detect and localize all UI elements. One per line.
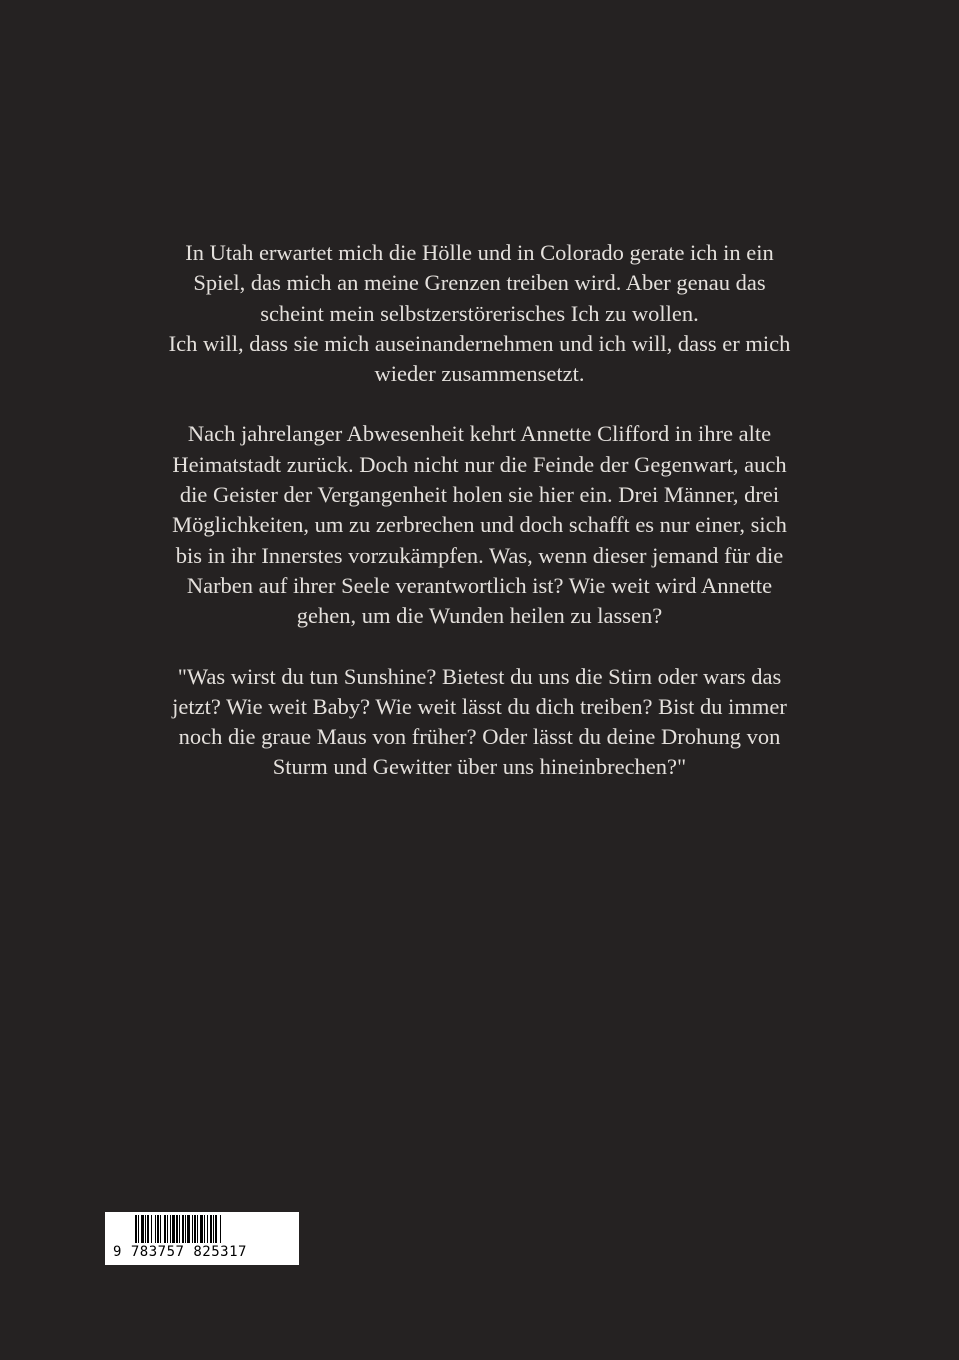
blurb-line: die Geister der Vergangenheit holen sie hier ein. Drei Männer, drei	[179, 482, 780, 508]
barcode-bar	[135, 1215, 137, 1243]
blurb-line: jetzt? Wie weit Baby? Wie weit lässt du dich treiben? Bist du immer	[172, 693, 787, 719]
back-cover-blurb	[90, 238, 869, 813]
barcode-bar	[204, 1215, 205, 1243]
barcode-bars	[135, 1215, 285, 1243]
blurb-paragraph-intro	[90, 238, 869, 389]
blurb-line: Nach jahrelanger Abwesenheit kehrt Annette Clifford in ihre alte	[187, 421, 772, 447]
barcode-bar	[164, 1215, 166, 1243]
barcode-bar	[200, 1215, 203, 1243]
barcode-bar	[160, 1215, 161, 1243]
barcode-bar	[182, 1215, 184, 1243]
blurb-line: scheint mein selbstzerstörerisches Ich zu wollen.	[260, 300, 699, 326]
barcode-bar	[194, 1215, 196, 1243]
barcode-bar	[157, 1215, 159, 1243]
barcode-bar	[210, 1215, 212, 1243]
blurb-line: bis in ihr Innerstes vorzukämpfen. Was, wenn dieser jemand für die	[175, 542, 784, 568]
blurb-line: wieder zusammensetzt.	[374, 361, 585, 387]
barcode-bar	[170, 1215, 171, 1243]
barcode-bar	[197, 1215, 198, 1243]
barcode-bar	[207, 1215, 208, 1243]
barcode-bar	[147, 1215, 149, 1243]
barcode-bar	[215, 1215, 217, 1243]
blurb-line: noch die graue Maus von früher? Oder lässt du deine Drohung von	[178, 724, 781, 750]
blurb-line: Ich will, dass sie mich auseinandernehmen und ich will, dass er mich	[168, 330, 791, 356]
barcode-bar	[138, 1215, 139, 1243]
blurb-line: "Was wirst du tun Sunshine? Bietest du uns die Stirn oder wars das	[177, 663, 782, 689]
barcode-bar	[220, 1215, 221, 1243]
barcode-bar	[151, 1215, 152, 1243]
barcode-bar	[192, 1215, 193, 1243]
barcode-digits: 9 783757 825317	[113, 1244, 247, 1260]
blurb-paragraph-quote	[90, 662, 869, 783]
barcode-bar	[187, 1215, 190, 1243]
barcode-bar	[179, 1215, 180, 1243]
blurb-line: Narben auf ihrer Seele verantwortlich ist? Wie weit wird Annette	[186, 572, 773, 598]
barcode-bar	[185, 1215, 186, 1243]
barcode-bar	[176, 1215, 178, 1243]
blurb-line: In Utah erwartet mich die Hölle und in Colorado gerate ich in ein	[185, 240, 774, 265]
blurb-line: Sturm und Gewitter über uns hineinbrechen?"	[272, 754, 687, 780]
barcode-bar	[145, 1215, 146, 1243]
blurb-line: gehen, um die Wunden heilen zu lassen?	[296, 603, 663, 629]
barcode-bar	[155, 1215, 156, 1243]
blurb-line: Möglichkeiten, um zu zerbrechen und doch schafft es nur einer, sich	[172, 512, 787, 538]
barcode-bar	[167, 1215, 168, 1243]
blurb-line: Heimatstadt zurück. Doch nicht nur die Feinde der Gegenwart, auch	[172, 451, 787, 477]
barcode-bar	[172, 1215, 175, 1243]
blurb-line: Spiel, das mich an meine Grenzen treiben wird. Aber genau das	[193, 270, 766, 296]
isbn-barcode	[105, 1212, 299, 1265]
blurb-paragraph-synopsis	[90, 419, 869, 631]
barcode-bar	[213, 1215, 214, 1243]
barcode-bar	[141, 1215, 144, 1243]
